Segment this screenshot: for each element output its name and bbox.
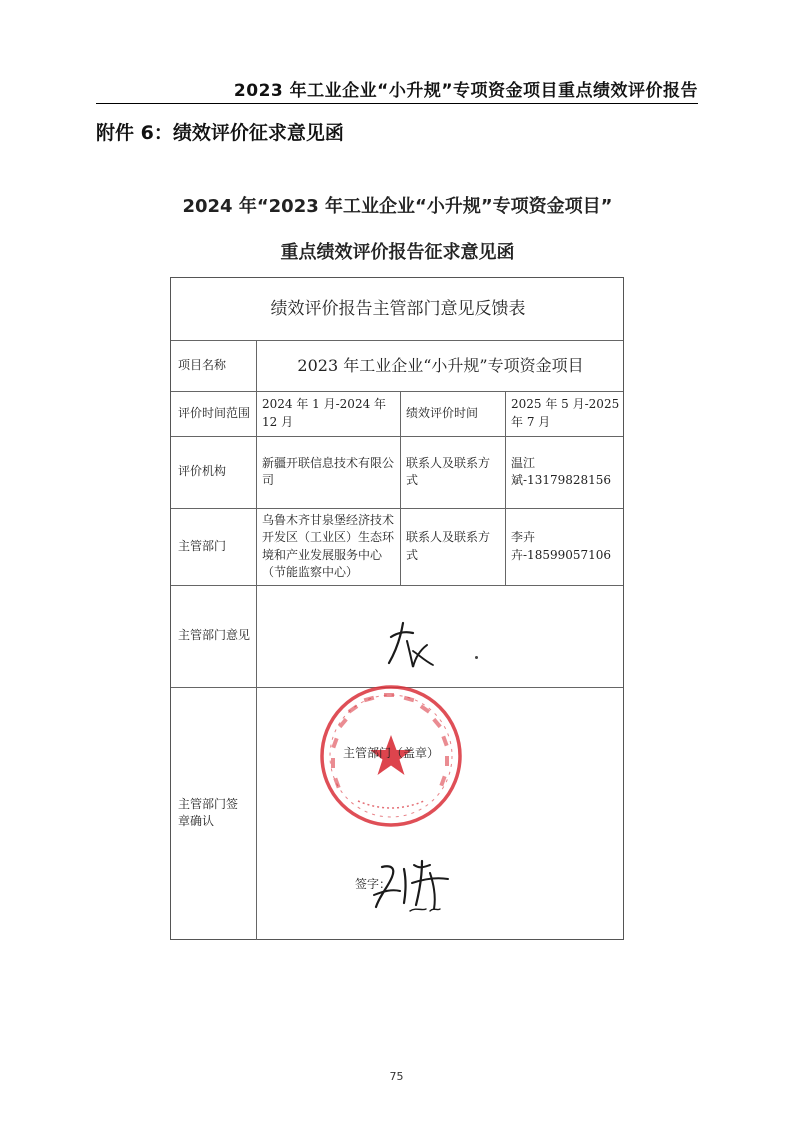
agency-value: 新疆开联信息技术有限公司 [262,455,395,487]
appendix-title: 附件 6：绩效评价征求意见函 [96,122,344,144]
running-header: 2023 年工业企业“小升规”专项资金项目重点绩效评价报告 [233,81,698,101]
header-rule [96,103,698,104]
feedback-form-table [170,277,624,940]
ink-dot [475,656,478,659]
evaluation-time-label: 绩效评价时间 [406,405,479,420]
seal-caption: 主管部门（盖章） [343,746,440,760]
agency-contact-value: 温江斌-13179828156 [511,455,612,487]
form-title: 绩效评价报告主管部门意见反馈表 [270,298,526,319]
page-number: 75 [389,1070,404,1083]
department-contact-value: 李卉卉-18599057106 [511,530,612,562]
department-seal-label: 主管部门签章确认 [178,796,239,828]
project-name-label: 项目名称 [178,357,227,372]
project-name-value: 2023 年工业企业“小升规”专项资金项目 [297,355,584,375]
period-value: 2024 年 1 月-2024 年 12 月 [262,397,387,429]
agency-contact-label: 联系人及联系方式 [406,455,491,487]
department-label: 主管部门 [178,538,227,553]
signature-label: 签字： [355,877,392,891]
handwritten-opinion-icon [383,615,443,675]
handwritten-signature-icon [370,855,480,915]
period-label: 评价时间范围 [178,405,251,420]
evaluation-time-value: 2025 年 5 月-2025 年 7 月 [511,397,620,429]
department-contact-label: 联系人及联系方式 [406,530,491,562]
document-title-line1: 2024 年“2023 年工业企业“小升规”专项资金项目” [182,196,613,217]
document-title-line2: 重点绩效评价报告征求意见函 [280,242,515,263]
agency-label: 评价机构 [178,464,227,479]
department-value: 乌鲁木齐甘泉堡经济技术开发区（工业区）生态环境和产业发展服务中心（节能监察中心） [262,512,395,579]
department-opinion-label: 主管部门意见 [178,628,251,643]
